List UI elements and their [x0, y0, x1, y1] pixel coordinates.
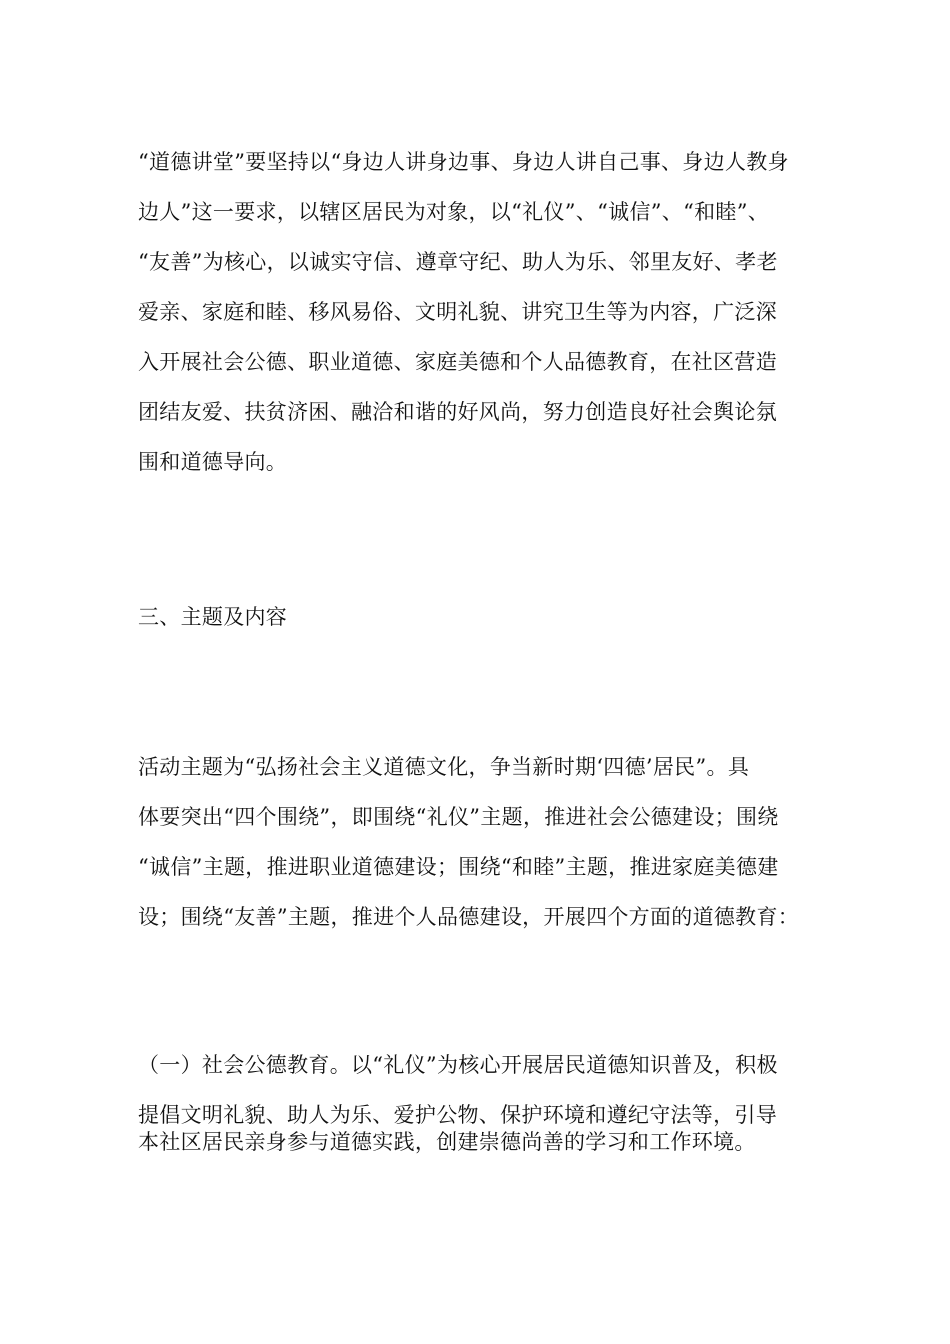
paragraph-2-line-3: “诚信”主题，推进职业道德建设；围绕“和睦”主题，推进家庭美德建	[138, 855, 779, 879]
paragraph-3-line-3: 本社区居民亲身参与道德实践，创建崇德尚善的学习和工作环境。	[138, 1130, 756, 1154]
paragraph-2-line-4: 设；围绕“友善”主题，推进个人品德建设，开展四个方面的道德教育：	[138, 905, 800, 929]
paragraph-1-line-6: 团结友爱、扶贫济困、融洽和谐的好风尚，努力创造良好社会舆论氛	[138, 400, 777, 424]
paragraph-1-line-1: “道德讲堂”要坚持以“身边人讲身边事、身边人讲自己事、身边人教身	[138, 150, 789, 174]
paragraph-1-line-2: 边人”这一要求，以辖区居民为对象，以“礼仪”、“诚信”、“和睦”、	[138, 200, 770, 224]
paragraph-3-line-2: 提倡文明礼貌、助人为乐、爱护公物、保护环境和遵纪守法等，引导	[138, 1103, 777, 1127]
paragraph-2-line-2: 体要突出“四个围绕”，即围绕“礼仪”主题，推进社会公德建设；围绕	[138, 805, 779, 829]
paragraph-1-line-7: 围和道德导向。	[138, 450, 288, 474]
paragraph-1-line-4: 爱亲、家庭和睦、移风易俗、文明礼貌、讲究卫生等为内容，广泛深	[138, 300, 777, 324]
section-heading: 三、主题及内容	[138, 605, 288, 629]
paragraph-3-line-1: （一）社会公德教育。以“礼仪”为核心开展居民道德知识普及，积极	[138, 1053, 778, 1077]
paragraph-2-line-1: 活动主题为“弘扬社会主义道德文化，争当新时期‘四德’居民”。具	[138, 755, 750, 779]
paragraph-1-line-5: 入开展社会公德、职业道德、家庭美德和个人品德教育，在社区营造	[138, 350, 777, 374]
paragraph-1-line-3: “友善”为核心，以诚实守信、遵章守纪、助人为乐、邻里友好、孝老	[138, 250, 778, 274]
